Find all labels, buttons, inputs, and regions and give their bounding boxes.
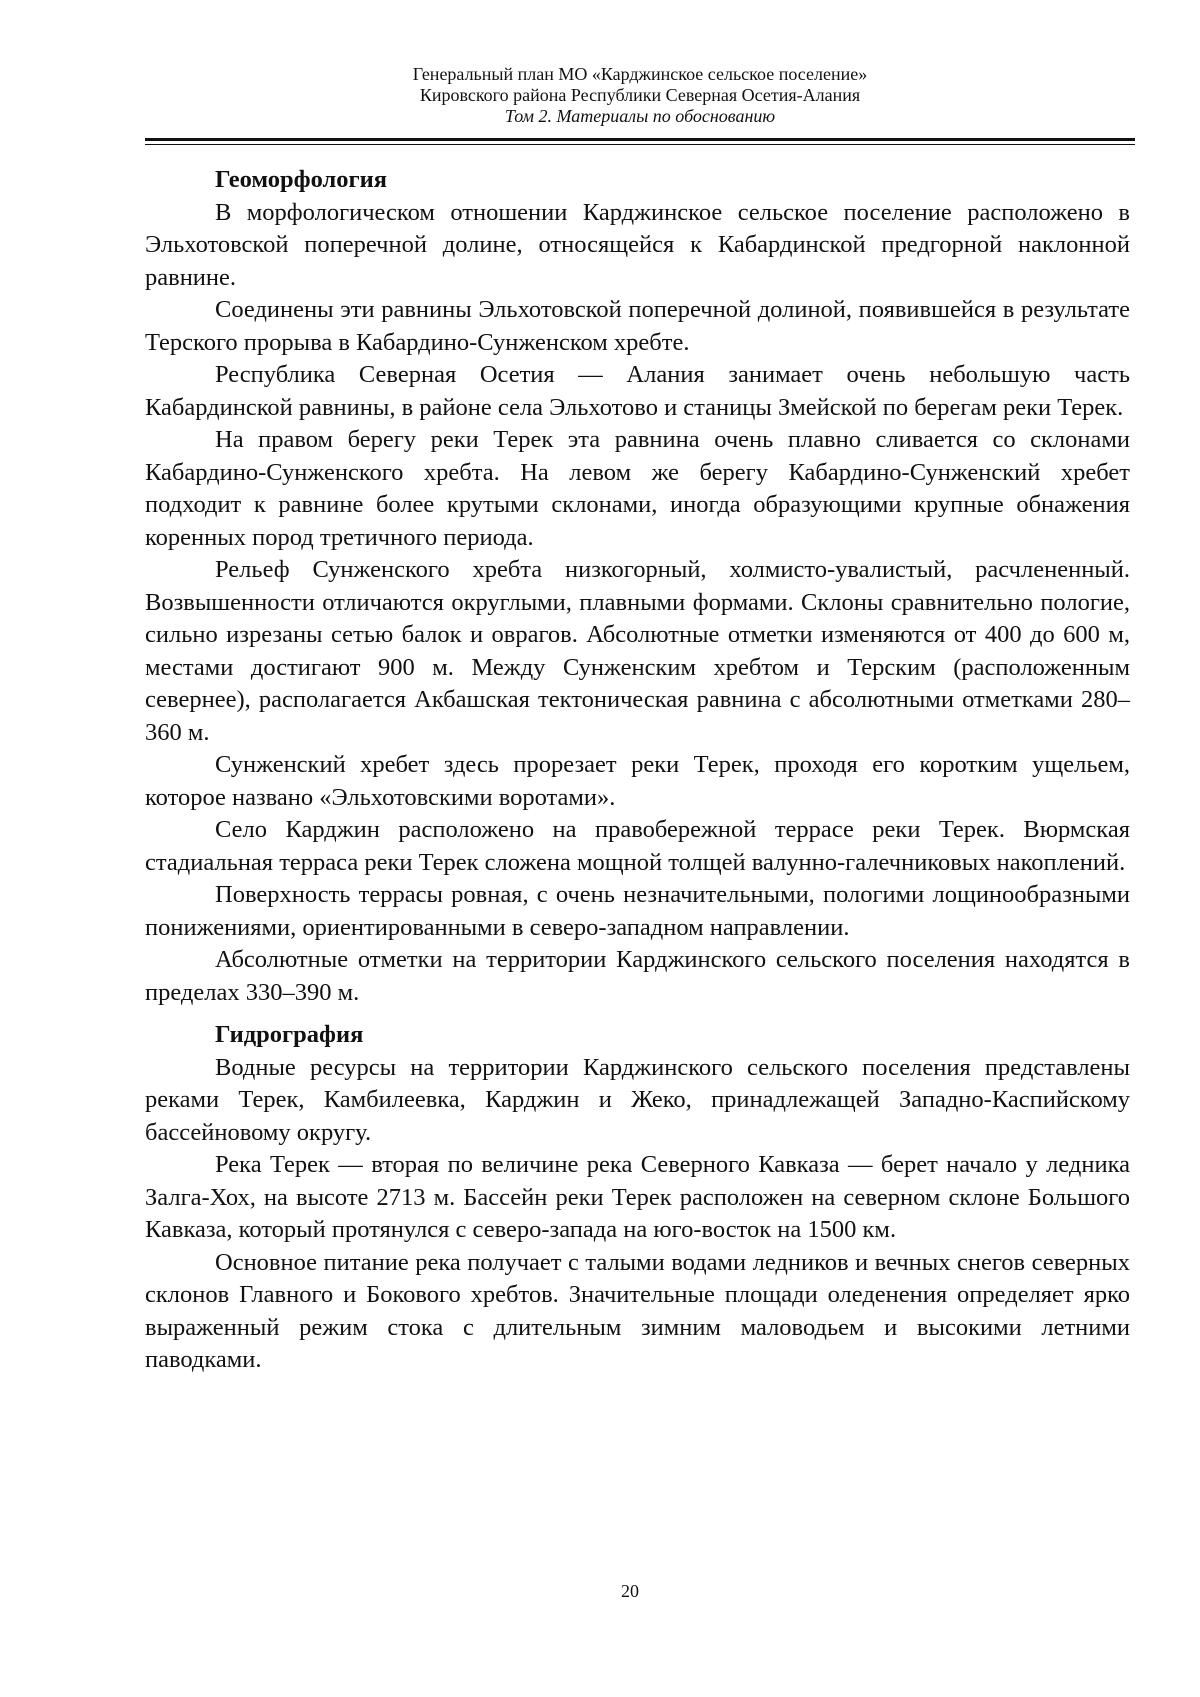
paragraph: Рельеф Сунженского хребта низкогорный, холмисто-увалистый, расчлененный. Возвышенности отличаются округлыми, плавными формами. Склоны сравнительно пологие, сильно изрезаны сетью балок и оврагов. Абсолютные отметки изменяются от 400 до 600 м, местами достигают 900 м. Между Сунженским хребтом и Терским (расположенным севернее), располагается Акбашская тектоническая равнина с абсолютными отметками 280–360 м. [145,556,1130,746]
paragraph: В морфологическом отношении Карджинское сельское поселение расположено в Эльхотовской поперечной долине, относящейся к Кабардинской предгорной наклонной равнине. [145,198,1130,291]
header-rule-thick [145,138,1135,141]
paragraph: На правом берегу реки Терек эта равнина очень плавно сливается со склонами Кабардино-Сунженского хребта. На левом же берегу Кабардино-Сунженский хребет подходит к равнине более крутыми склонами, иногда образующими крупные обнажения коренных пород третичного периода. [145,426,1130,551]
paragraph: Абсолютные отметки на территории Карджинского сельского поселения находятся в пределах 330–390 м. [145,946,1130,1006]
document-body [145,164,1130,1377]
paragraph: Соединены эти равнины Эльхотовской поперечной долиной, появившейся в результате Терского прорыва в Кабардино-Сунженском хребте. [145,296,1130,356]
paragraph: Село Карджин расположено на правобережной террасе реки Терек. Вюрмская стадиальная терраса реки Терек сложена мощной толщей валунно-галечниковых накоплений. [145,816,1130,876]
paragraph: Сунженский хребет здесь прорезает реки Терек, проходя его коротким ущельем, которое названо «Эльхотовскими воротами». [145,751,1130,811]
page-number: 20 [621,1581,639,1601]
page-header [145,64,1135,127]
section-heading-hydrography: Гидрография [215,1021,364,1048]
header-title-line-2: Кировского района Республики Северная Осетия-Алания [419,85,861,105]
paragraph: Водные ресурсы на территории Карджинского сельского поселения представлены реками Терек, Камбилеевка, Карджин и Жеко, принадлежащей Западно-Каспийскому бассейновому округу. [145,1053,1130,1146]
section-heading-geomorphology: Геоморфология [215,166,387,193]
paragraph: Основное питание река получает с талыми водами ледников и вечных снегов северных склонов Главного и Бокового хребтов. Значительные площади оледенения определяет ярко выраженный режим стока с длительным зимним маловодьем и высокими летними паводками. [145,1248,1130,1373]
header-title-line-1: Генеральный план МО «Карджинское сельское поселение» [412,64,868,84]
header-volume-line: Том 2. Материалы по обоснованию [504,106,776,126]
paragraph: Республика Северная Осетия — Алания занимает очень небольшую часть Кабардинской равнины, в районе села Эльхотово и станицы Змейской по берегам реки Терек. [145,361,1130,421]
paragraph: Река Терек — вторая по величине река Северного Кавказа — берет начало у ледника Залга-Хох, на высоте 2713 м. Бассейн реки Терек расположен на северном склоне Большого Кавказа, который протянулся с северо-запада на юго-восток на 1500 км. [145,1151,1130,1243]
paragraph: Поверхность террасы ровная, с очень незначительными, пологими лощинообразными понижениями, ориентированными в северо-западном направлении. [145,881,1130,941]
header-rule-thin [145,144,1135,145]
